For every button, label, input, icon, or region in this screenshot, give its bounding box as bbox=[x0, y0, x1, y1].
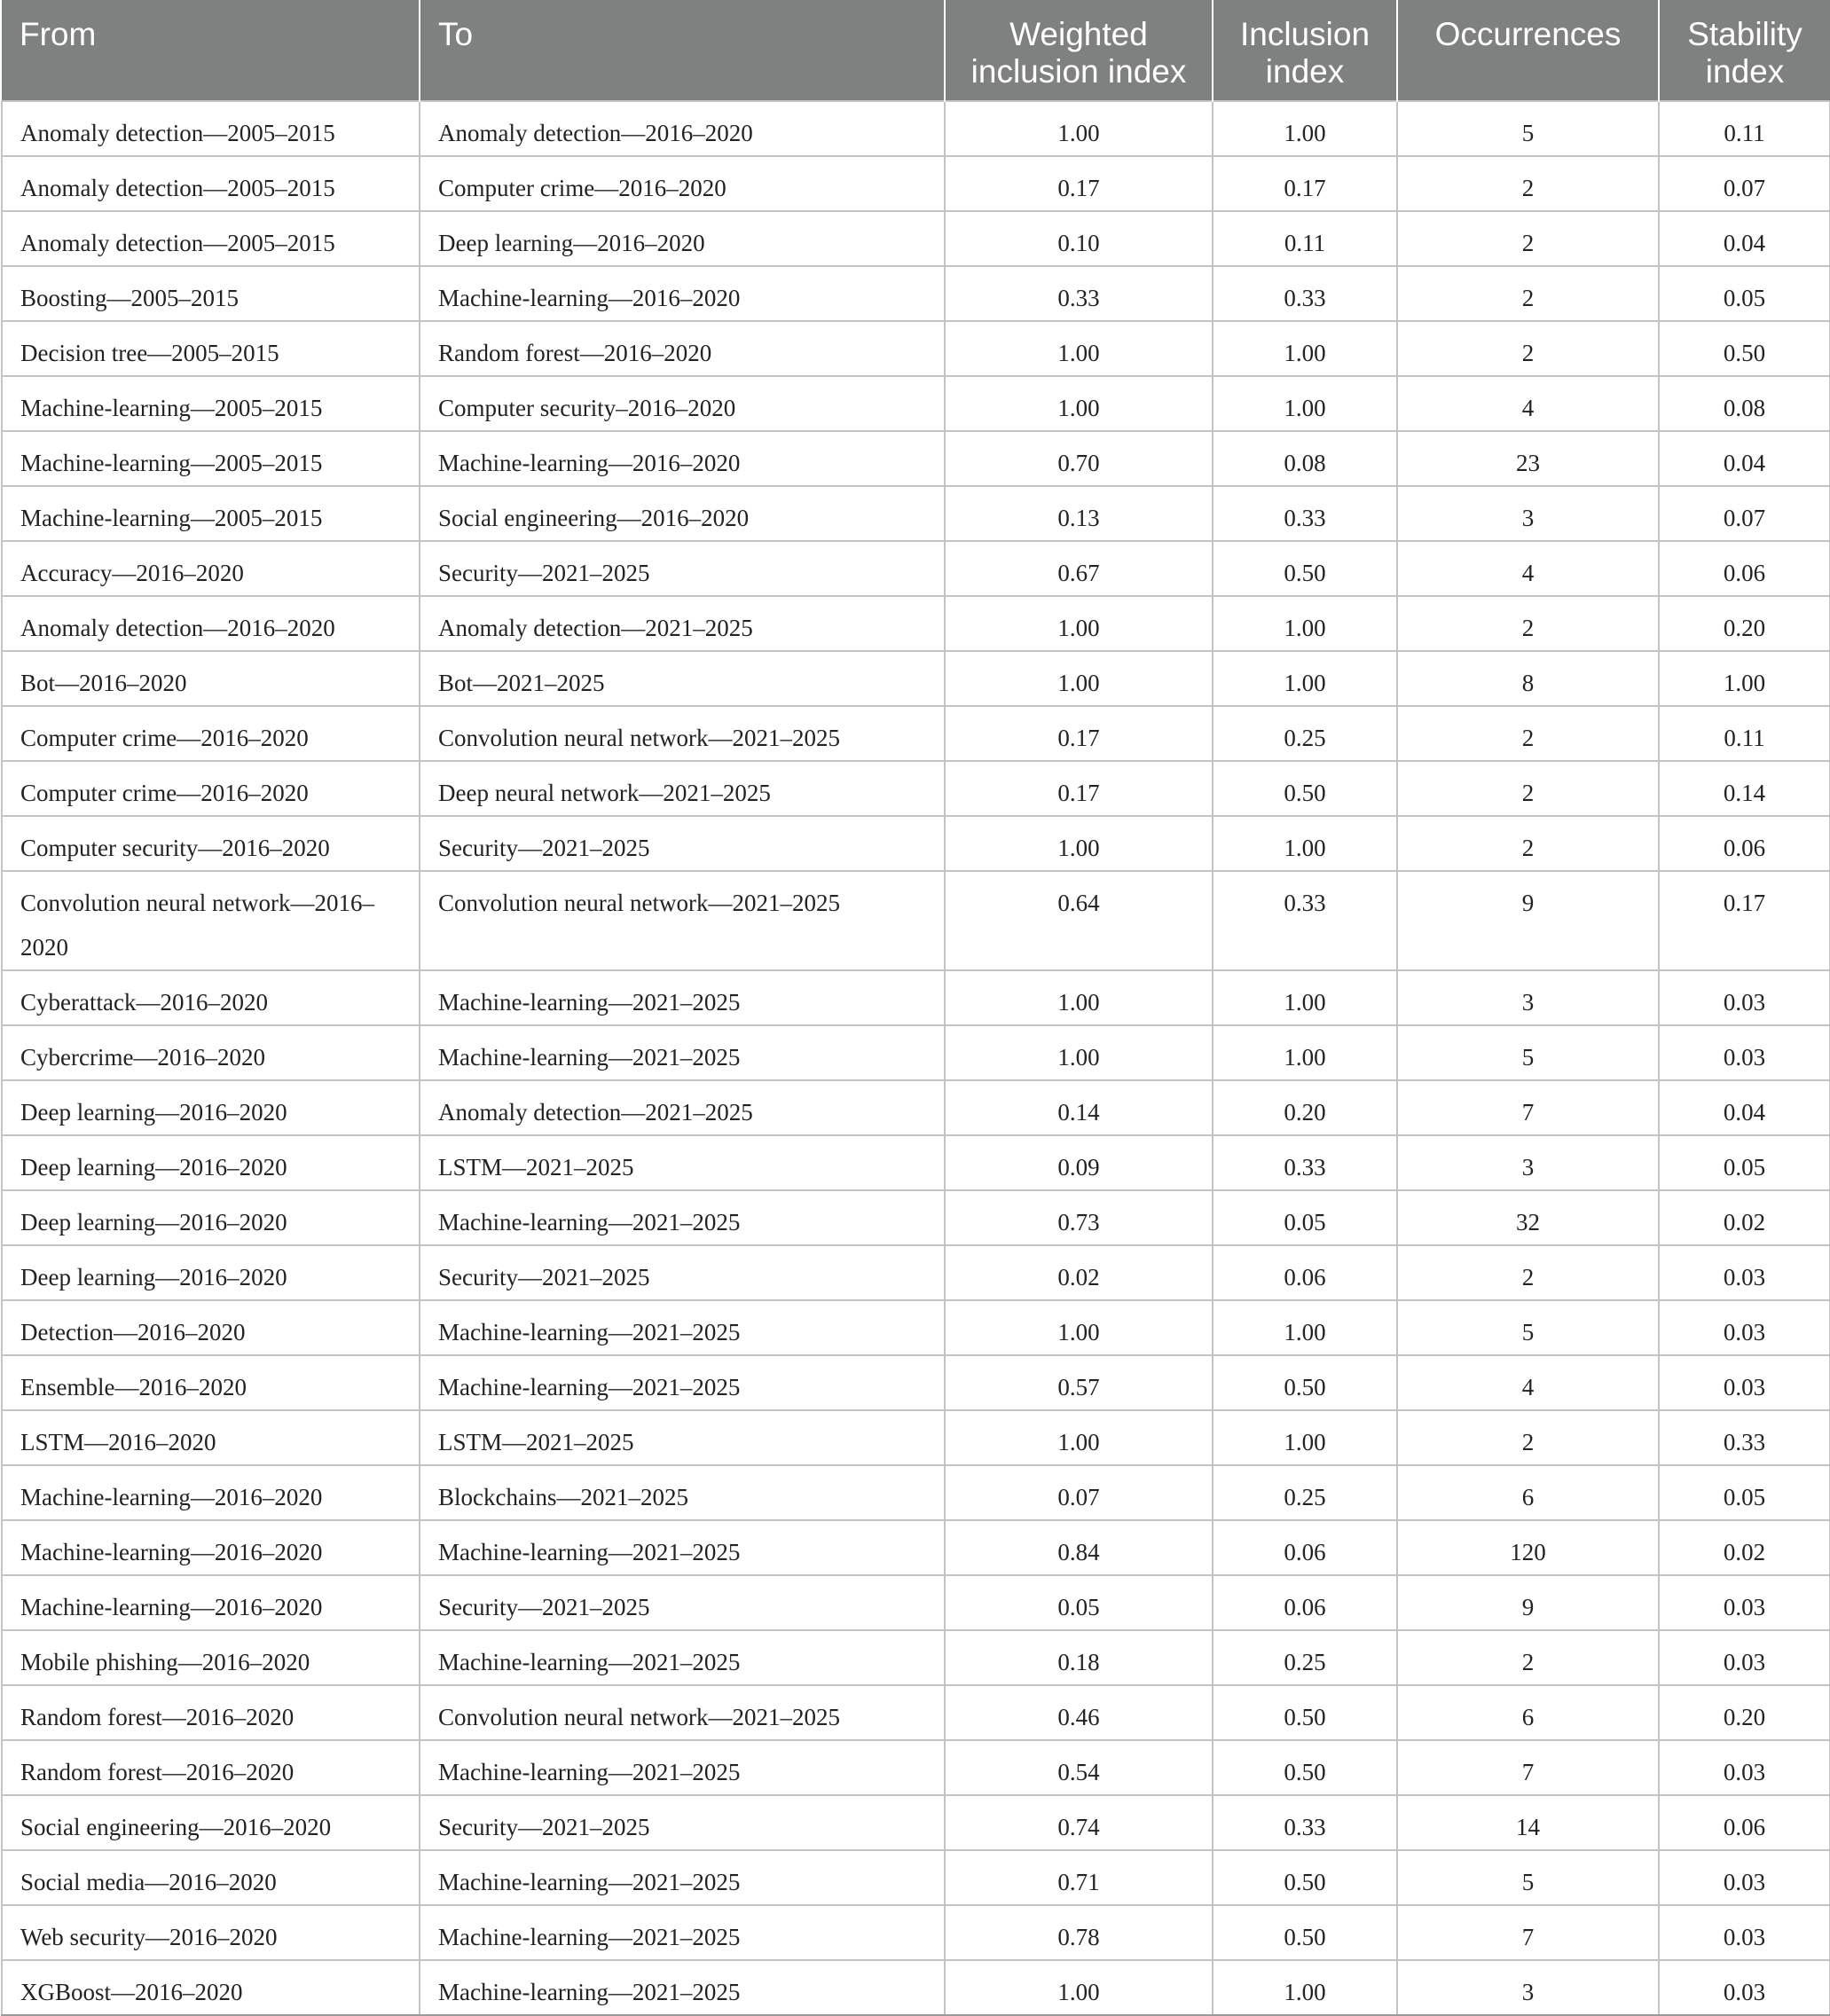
cell-weighted-inclusion-index: 1.00 bbox=[945, 1300, 1213, 1355]
table-row bbox=[2, 1410, 1830, 1465]
cell-to: Machine-learning—2021–2025 bbox=[420, 1960, 945, 2015]
cell-inclusion-index: 0.17 bbox=[1213, 156, 1397, 211]
cell-from: LSTM—2016–2020 bbox=[2, 1410, 420, 1465]
table-row bbox=[2, 816, 1830, 871]
cell-to: LSTM—2021–2025 bbox=[420, 1135, 945, 1190]
cell-to: Convolution neural network—2021–2025 bbox=[420, 1685, 945, 1740]
cell-occurrences: 2 bbox=[1397, 596, 1659, 651]
cell-to: Machine-learning—2021–2025 bbox=[420, 1025, 945, 1080]
cell-weighted-inclusion-index: 1.00 bbox=[945, 1025, 1213, 1080]
table-row bbox=[2, 1025, 1830, 1080]
cell-to: Deep learning—2016–2020 bbox=[420, 211, 945, 266]
table-row bbox=[2, 970, 1830, 1025]
cell-occurrences: 2 bbox=[1397, 211, 1659, 266]
cell-weighted-inclusion-index: 0.10 bbox=[945, 211, 1213, 266]
cell-inclusion-index: 1.00 bbox=[1213, 376, 1397, 431]
cell-to: Machine-learning—2021–2025 bbox=[420, 970, 945, 1025]
cell-inclusion-index: 0.25 bbox=[1213, 1465, 1397, 1520]
cell-inclusion-index: 0.50 bbox=[1213, 541, 1397, 596]
cell-to: Security—2021–2025 bbox=[420, 816, 945, 871]
cell-inclusion-index: 0.06 bbox=[1213, 1575, 1397, 1630]
cell-stability-index: 0.03 bbox=[1659, 1850, 1830, 1905]
cell-occurrences: 23 bbox=[1397, 431, 1659, 486]
cell-weighted-inclusion-index: 0.14 bbox=[945, 1080, 1213, 1135]
table-row bbox=[2, 431, 1830, 486]
cell-occurrences: 6 bbox=[1397, 1685, 1659, 1740]
cell-occurrences: 2 bbox=[1397, 1245, 1659, 1300]
cell-stability-index: 0.06 bbox=[1659, 541, 1830, 596]
cell-occurrences: 8 bbox=[1397, 651, 1659, 706]
cell-to: Machine-learning—2021–2025 bbox=[420, 1520, 945, 1575]
cell-stability-index: 0.50 bbox=[1659, 321, 1830, 376]
cell-weighted-inclusion-index: 0.70 bbox=[945, 431, 1213, 486]
cell-stability-index: 0.03 bbox=[1659, 1740, 1830, 1795]
table-row bbox=[2, 1630, 1830, 1685]
cell-stability-index: 0.03 bbox=[1659, 970, 1830, 1025]
cell-to: Machine-learning—2021–2025 bbox=[420, 1850, 945, 1905]
cell-inclusion-index: 0.33 bbox=[1213, 871, 1397, 970]
cell-inclusion-index: 0.25 bbox=[1213, 706, 1397, 761]
cell-inclusion-index: 0.33 bbox=[1213, 1795, 1397, 1850]
table-row bbox=[2, 321, 1830, 376]
cell-to: Anomaly detection—2016–2020 bbox=[420, 101, 945, 156]
cell-weighted-inclusion-index: 0.46 bbox=[945, 1685, 1213, 1740]
table-row bbox=[2, 1465, 1830, 1520]
cell-to: Machine-learning—2021–2025 bbox=[420, 1630, 945, 1685]
cell-stability-index: 0.17 bbox=[1659, 871, 1830, 970]
table-row bbox=[2, 1080, 1830, 1135]
cell-to: Machine-learning—2021–2025 bbox=[420, 1740, 945, 1795]
cell-occurrences: 5 bbox=[1397, 1850, 1659, 1905]
cell-inclusion-index: 1.00 bbox=[1213, 816, 1397, 871]
cell-inclusion-index: 0.50 bbox=[1213, 1685, 1397, 1740]
cell-occurrences: 32 bbox=[1397, 1190, 1659, 1245]
header-row bbox=[2, 0, 1830, 101]
cell-inclusion-index: 0.33 bbox=[1213, 486, 1397, 541]
cell-to: Deep neural network—2021–2025 bbox=[420, 761, 945, 816]
cell-from: Ensemble—2016–2020 bbox=[2, 1355, 420, 1410]
cell-from: Random forest—2016–2020 bbox=[2, 1740, 420, 1795]
table-row bbox=[2, 486, 1830, 541]
table-row bbox=[2, 1190, 1830, 1245]
cell-weighted-inclusion-index: 0.05 bbox=[945, 1575, 1213, 1630]
cell-inclusion-index: 1.00 bbox=[1213, 1300, 1397, 1355]
table-row bbox=[2, 761, 1830, 816]
cell-from: Anomaly detection—2005–2015 bbox=[2, 211, 420, 266]
table-row bbox=[2, 156, 1830, 211]
data-table bbox=[1, 0, 1830, 2016]
cell-to: LSTM—2021–2025 bbox=[420, 1410, 945, 1465]
cell-weighted-inclusion-index: 0.54 bbox=[945, 1740, 1213, 1795]
cell-weighted-inclusion-index: 0.07 bbox=[945, 1465, 1213, 1520]
cell-occurrences: 2 bbox=[1397, 1630, 1659, 1685]
cell-stability-index: 0.02 bbox=[1659, 1520, 1830, 1575]
header-from: From bbox=[2, 0, 420, 101]
table-row bbox=[2, 1850, 1830, 1905]
cell-from: Machine-learning—2005–2015 bbox=[2, 431, 420, 486]
cell-from: Bot—2016–2020 bbox=[2, 651, 420, 706]
cell-stability-index: 0.14 bbox=[1659, 761, 1830, 816]
table-body bbox=[2, 101, 1830, 2015]
cell-inclusion-index: 0.50 bbox=[1213, 761, 1397, 816]
cell-occurrences: 4 bbox=[1397, 541, 1659, 596]
cell-to: Bot—2021–2025 bbox=[420, 651, 945, 706]
cell-occurrences: 7 bbox=[1397, 1740, 1659, 1795]
cell-stability-index: 0.03 bbox=[1659, 1355, 1830, 1410]
cell-from: Anomaly detection—2005–2015 bbox=[2, 101, 420, 156]
cell-to: Machine-learning—2016–2020 bbox=[420, 266, 945, 321]
cell-from: Computer security—2016–2020 bbox=[2, 816, 420, 871]
table-row bbox=[2, 1740, 1830, 1795]
cell-weighted-inclusion-index: 0.67 bbox=[945, 541, 1213, 596]
cell-inclusion-index: 0.25 bbox=[1213, 1630, 1397, 1685]
cell-to: Computer security–2016–2020 bbox=[420, 376, 945, 431]
cell-inclusion-index: 1.00 bbox=[1213, 321, 1397, 376]
cell-occurrences: 120 bbox=[1397, 1520, 1659, 1575]
cell-from: Machine-learning—2005–2015 bbox=[2, 486, 420, 541]
cell-from: Random forest—2016–2020 bbox=[2, 1685, 420, 1740]
cell-inclusion-index: 1.00 bbox=[1213, 651, 1397, 706]
cell-inclusion-index: 1.00 bbox=[1213, 101, 1397, 156]
cell-stability-index: 0.20 bbox=[1659, 596, 1830, 651]
cell-stability-index: 0.03 bbox=[1659, 1300, 1830, 1355]
cell-stability-index: 0.03 bbox=[1659, 1960, 1830, 2015]
cell-weighted-inclusion-index: 1.00 bbox=[945, 816, 1213, 871]
cell-to: Convolution neural network—2021–2025 bbox=[420, 871, 945, 970]
cell-to: Machine-learning—2016–2020 bbox=[420, 431, 945, 486]
cell-from: Machine-learning—2016–2020 bbox=[2, 1465, 420, 1520]
cell-to: Machine-learning—2021–2025 bbox=[420, 1905, 945, 1960]
table-row bbox=[2, 596, 1830, 651]
cell-occurrences: 14 bbox=[1397, 1795, 1659, 1850]
cell-to: Security—2021–2025 bbox=[420, 1245, 945, 1300]
cell-weighted-inclusion-index: 0.02 bbox=[945, 1245, 1213, 1300]
cell-weighted-inclusion-index: 1.00 bbox=[945, 596, 1213, 651]
cell-stability-index: 0.06 bbox=[1659, 816, 1830, 871]
cell-stability-index: 0.33 bbox=[1659, 1410, 1830, 1465]
cell-occurrences: 2 bbox=[1397, 321, 1659, 376]
cell-inclusion-index: 0.50 bbox=[1213, 1905, 1397, 1960]
cell-occurrences: 3 bbox=[1397, 970, 1659, 1025]
cell-stability-index: 0.03 bbox=[1659, 1245, 1830, 1300]
cell-from: Boosting—2005–2015 bbox=[2, 266, 420, 321]
cell-occurrences: 2 bbox=[1397, 706, 1659, 761]
cell-from: Decision tree—2005–2015 bbox=[2, 321, 420, 376]
cell-from: Social media—2016–2020 bbox=[2, 1850, 420, 1905]
cell-occurrences: 2 bbox=[1397, 761, 1659, 816]
cell-stability-index: 0.03 bbox=[1659, 1905, 1830, 1960]
header-weighted-inclusion-index: Weighted inclusion index bbox=[945, 0, 1213, 101]
table-row bbox=[2, 1300, 1830, 1355]
table-row bbox=[2, 266, 1830, 321]
cell-from: Detection—2016–2020 bbox=[2, 1300, 420, 1355]
cell-from: XGBoost—2016–2020 bbox=[2, 1960, 420, 2015]
cell-occurrences: 9 bbox=[1397, 871, 1659, 970]
cell-weighted-inclusion-index: 1.00 bbox=[945, 321, 1213, 376]
cell-occurrences: 5 bbox=[1397, 1300, 1659, 1355]
cell-to: Convolution neural network—2021–2025 bbox=[420, 706, 945, 761]
cell-inclusion-index: 1.00 bbox=[1213, 1960, 1397, 2015]
header-occurrences: Occurrences bbox=[1397, 0, 1659, 101]
cell-from: Accuracy—2016–2020 bbox=[2, 541, 420, 596]
table-row bbox=[2, 651, 1830, 706]
table-row bbox=[2, 1245, 1830, 1300]
cell-weighted-inclusion-index: 0.71 bbox=[945, 1850, 1213, 1905]
cell-from: Web security—2016–2020 bbox=[2, 1905, 420, 1960]
cell-weighted-inclusion-index: 0.33 bbox=[945, 266, 1213, 321]
cell-to: Security—2021–2025 bbox=[420, 541, 945, 596]
cell-to: Security—2021–2025 bbox=[420, 1575, 945, 1630]
cell-from: Mobile phishing—2016–2020 bbox=[2, 1630, 420, 1685]
table-row bbox=[2, 1960, 1830, 2015]
cell-occurrences: 9 bbox=[1397, 1575, 1659, 1630]
cell-occurrences: 6 bbox=[1397, 1465, 1659, 1520]
cell-from: Cybercrime—2016–2020 bbox=[2, 1025, 420, 1080]
cell-to: Anomaly detection—2021–2025 bbox=[420, 596, 945, 651]
cell-inclusion-index: 0.33 bbox=[1213, 266, 1397, 321]
cell-weighted-inclusion-index: 0.18 bbox=[945, 1630, 1213, 1685]
cell-stability-index: 0.05 bbox=[1659, 1465, 1830, 1520]
cell-weighted-inclusion-index: 0.57 bbox=[945, 1355, 1213, 1410]
cell-inclusion-index: 0.05 bbox=[1213, 1190, 1397, 1245]
cell-weighted-inclusion-index: 0.84 bbox=[945, 1520, 1213, 1575]
cell-inclusion-index: 0.50 bbox=[1213, 1850, 1397, 1905]
table-row bbox=[2, 1795, 1830, 1850]
cell-occurrences: 4 bbox=[1397, 376, 1659, 431]
table-row bbox=[2, 871, 1830, 970]
cell-occurrences: 2 bbox=[1397, 156, 1659, 211]
cell-inclusion-index: 0.20 bbox=[1213, 1080, 1397, 1135]
cell-occurrences: 5 bbox=[1397, 1025, 1659, 1080]
cell-to: Computer crime—2016–2020 bbox=[420, 156, 945, 211]
cell-from: Deep learning—2016–2020 bbox=[2, 1135, 420, 1190]
cell-from: Anomaly detection—2005–2015 bbox=[2, 156, 420, 211]
cell-from: Machine-learning—2016–2020 bbox=[2, 1520, 420, 1575]
cell-from: Anomaly detection—2016–2020 bbox=[2, 596, 420, 651]
cell-weighted-inclusion-index: 1.00 bbox=[945, 970, 1213, 1025]
cell-occurrences: 3 bbox=[1397, 486, 1659, 541]
cell-from: Computer crime—2016–2020 bbox=[2, 706, 420, 761]
cell-stability-index: 0.11 bbox=[1659, 706, 1830, 761]
cell-weighted-inclusion-index: 0.17 bbox=[945, 156, 1213, 211]
header-to: To bbox=[420, 0, 945, 101]
cell-inclusion-index: 0.11 bbox=[1213, 211, 1397, 266]
cell-to: Security—2021–2025 bbox=[420, 1795, 945, 1850]
cell-occurrences: 5 bbox=[1397, 101, 1659, 156]
cell-weighted-inclusion-index: 0.78 bbox=[945, 1905, 1213, 1960]
table-row bbox=[2, 1575, 1830, 1630]
cell-weighted-inclusion-index: 1.00 bbox=[945, 376, 1213, 431]
cell-inclusion-index: 1.00 bbox=[1213, 596, 1397, 651]
cell-inclusion-index: 0.06 bbox=[1213, 1520, 1397, 1575]
cell-occurrences: 3 bbox=[1397, 1960, 1659, 2015]
cell-from: Computer crime—2016–2020 bbox=[2, 761, 420, 816]
cell-from: Deep learning—2016–2020 bbox=[2, 1245, 420, 1300]
cell-weighted-inclusion-index: 0.74 bbox=[945, 1795, 1213, 1850]
cell-weighted-inclusion-index: 1.00 bbox=[945, 101, 1213, 156]
cell-stability-index: 0.05 bbox=[1659, 1135, 1830, 1190]
cell-to: Machine-learning—2021–2025 bbox=[420, 1190, 945, 1245]
cell-inclusion-index: 1.00 bbox=[1213, 1410, 1397, 1465]
cell-inclusion-index: 0.08 bbox=[1213, 431, 1397, 486]
table-row bbox=[2, 101, 1830, 156]
cell-from: Cyberattack—2016–2020 bbox=[2, 970, 420, 1025]
cell-to: Machine-learning—2021–2025 bbox=[420, 1300, 945, 1355]
cell-stability-index: 0.07 bbox=[1659, 486, 1830, 541]
cell-weighted-inclusion-index: 0.09 bbox=[945, 1135, 1213, 1190]
cell-stability-index: 0.05 bbox=[1659, 266, 1830, 321]
cell-weighted-inclusion-index: 1.00 bbox=[945, 1410, 1213, 1465]
cell-inclusion-index: 0.33 bbox=[1213, 1135, 1397, 1190]
cell-stability-index: 0.02 bbox=[1659, 1190, 1830, 1245]
table-row bbox=[2, 1905, 1830, 1960]
cell-stability-index: 0.20 bbox=[1659, 1685, 1830, 1740]
cell-stability-index: 0.04 bbox=[1659, 431, 1830, 486]
cell-weighted-inclusion-index: 1.00 bbox=[945, 1960, 1213, 2015]
cell-weighted-inclusion-index: 0.73 bbox=[945, 1190, 1213, 1245]
cell-to: Social engineering—2016–2020 bbox=[420, 486, 945, 541]
cell-stability-index: 0.08 bbox=[1659, 376, 1830, 431]
cell-weighted-inclusion-index: 0.13 bbox=[945, 486, 1213, 541]
table-row bbox=[2, 706, 1830, 761]
cell-from: Convolution neural network—2016–2020 bbox=[2, 871, 420, 970]
cell-inclusion-index: 0.06 bbox=[1213, 1245, 1397, 1300]
cell-weighted-inclusion-index: 0.64 bbox=[945, 871, 1213, 970]
cell-occurrences: 2 bbox=[1397, 816, 1659, 871]
header-inclusion-index: Inclusion index bbox=[1213, 0, 1397, 101]
cell-inclusion-index: 0.50 bbox=[1213, 1355, 1397, 1410]
cell-occurrences: 7 bbox=[1397, 1905, 1659, 1960]
cell-occurrences: 4 bbox=[1397, 1355, 1659, 1410]
cell-inclusion-index: 0.50 bbox=[1213, 1740, 1397, 1795]
table-row bbox=[2, 1685, 1830, 1740]
cell-occurrences: 2 bbox=[1397, 1410, 1659, 1465]
cell-stability-index: 0.03 bbox=[1659, 1575, 1830, 1630]
cell-stability-index: 0.03 bbox=[1659, 1630, 1830, 1685]
cell-weighted-inclusion-index: 0.17 bbox=[945, 761, 1213, 816]
cell-from: Machine-learning—2016–2020 bbox=[2, 1575, 420, 1630]
header-stability-index: Stability index bbox=[1659, 0, 1830, 101]
cell-stability-index: 0.04 bbox=[1659, 211, 1830, 266]
cell-from: Social engineering—2016–2020 bbox=[2, 1795, 420, 1850]
table-row bbox=[2, 211, 1830, 266]
cell-from: Deep learning—2016–2020 bbox=[2, 1080, 420, 1135]
table-row bbox=[2, 541, 1830, 596]
cell-stability-index: 0.07 bbox=[1659, 156, 1830, 211]
table-row bbox=[2, 1520, 1830, 1575]
cell-weighted-inclusion-index: 0.17 bbox=[945, 706, 1213, 761]
cell-stability-index: 0.06 bbox=[1659, 1795, 1830, 1850]
cell-weighted-inclusion-index: 1.00 bbox=[945, 651, 1213, 706]
cell-stability-index: 1.00 bbox=[1659, 651, 1830, 706]
table-row bbox=[2, 376, 1830, 431]
table-row bbox=[2, 1135, 1830, 1190]
cell-occurrences: 7 bbox=[1397, 1080, 1659, 1135]
cell-to: Anomaly detection—2021–2025 bbox=[420, 1080, 945, 1135]
cell-to: Random forest—2016–2020 bbox=[420, 321, 945, 376]
cell-occurrences: 3 bbox=[1397, 1135, 1659, 1190]
cell-inclusion-index: 1.00 bbox=[1213, 1025, 1397, 1080]
cell-to: Blockchains—2021–2025 bbox=[420, 1465, 945, 1520]
cell-to: Machine-learning—2021–2025 bbox=[420, 1355, 945, 1410]
cell-inclusion-index: 1.00 bbox=[1213, 970, 1397, 1025]
table-row bbox=[2, 1355, 1830, 1410]
cell-stability-index: 0.11 bbox=[1659, 101, 1830, 156]
cell-occurrences: 2 bbox=[1397, 266, 1659, 321]
cell-from: Machine-learning—2005–2015 bbox=[2, 376, 420, 431]
cell-stability-index: 0.03 bbox=[1659, 1025, 1830, 1080]
cell-stability-index: 0.04 bbox=[1659, 1080, 1830, 1135]
cell-from: Deep learning—2016–2020 bbox=[2, 1190, 420, 1245]
